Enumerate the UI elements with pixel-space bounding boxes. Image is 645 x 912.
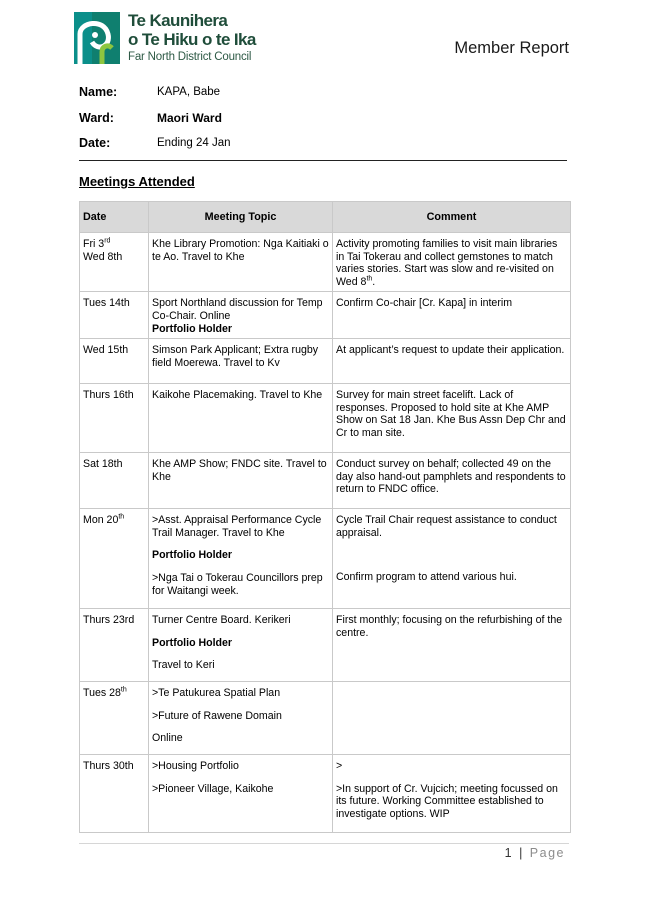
page-label: Page	[529, 846, 565, 860]
topic-cell-paragraph: Portfolio Holder	[152, 322, 233, 335]
table-row	[80, 755, 571, 833]
comment-cell-paragraph: >	[336, 760, 343, 773]
topic-cell	[149, 682, 333, 755]
date-value: Ending 24 Jan	[157, 137, 231, 149]
table-row	[80, 339, 571, 384]
date-line: Sat 18th	[83, 458, 123, 471]
date-cell	[80, 755, 149, 833]
topic-cell-paragraph: >Te Patukurea Spatial Plan	[152, 687, 281, 700]
comment-cell	[333, 509, 571, 609]
comment-cell	[333, 384, 571, 453]
name-label: Name:	[79, 85, 118, 99]
comment-cell-paragraph: Confirm program to attend various hui.	[336, 571, 517, 584]
date-line: Tues 14th	[83, 297, 130, 310]
comment-cell	[333, 453, 571, 509]
date-cell	[80, 339, 149, 384]
date-cell	[80, 509, 149, 609]
date-line: Wed 8th	[83, 250, 123, 263]
topic-cell	[149, 339, 333, 384]
topic-cell-paragraph: Khe AMP Show; FNDC site. Travel to Khe	[152, 458, 327, 483]
comment-cell	[333, 233, 571, 292]
date-cell	[80, 682, 149, 755]
topic-cell-paragraph: Kaikohe Placemaking. Travel to Khe	[152, 389, 323, 402]
comment-cell-paragraph: Cycle Trail Chair request assistance to conduct appraisal.	[336, 514, 557, 539]
date-cell	[80, 384, 149, 453]
header-date: Date	[80, 202, 149, 233]
date-line: Fri 3rd	[83, 237, 111, 250]
table-row	[80, 292, 571, 339]
comment-cell-paragraph: First monthly; focusing on the refurbishing of the centre.	[336, 614, 563, 639]
date-line: Mon 20th	[83, 513, 125, 527]
logo-text-line-1: Te Kaunihera	[128, 11, 228, 30]
date-line: Thurs 23rd	[83, 614, 135, 627]
date-line: Thurs 16th	[83, 389, 134, 402]
date-label: Date:	[79, 136, 111, 150]
topic-cell-paragraph: >Pioneer Village, Kaikohe	[152, 782, 274, 795]
meetings-table	[79, 201, 571, 833]
council-logo-mark	[74, 12, 120, 64]
table-row	[80, 682, 571, 755]
topic-cell	[149, 509, 333, 609]
date-cell	[80, 233, 149, 292]
comment-cell	[333, 339, 571, 384]
topic-cell-paragraph: Simson Park Applicant; Extra rugby field Moerewa. Travel to Kv	[152, 344, 319, 369]
header-meeting-topic: Meeting Topic	[149, 202, 333, 233]
topic-cell	[149, 292, 333, 339]
topic-cell-paragraph: >Housing Portfolio	[152, 760, 239, 773]
comment-cell	[333, 609, 571, 682]
comment-cell-paragraph: At applicant’s request to update their application.	[336, 344, 565, 357]
topic-cell-paragraph: >Future of Rawene Domain	[152, 709, 282, 722]
topic-cell-paragraph: Khe Library Promotion: Nga Kaitiaki o te Ao. Travel to Khe	[152, 238, 329, 263]
header-divider	[79, 160, 567, 161]
table-row	[80, 233, 571, 292]
topic-cell	[149, 384, 333, 453]
header-comment: Comment	[333, 202, 571, 233]
ward-value: Maori Ward	[157, 111, 222, 125]
topic-cell-paragraph: Online	[152, 732, 183, 745]
comment-cell-paragraph: Activity promoting families to visit main libraries in Tai Tokerau and collect gemstones to match varies stories. Start was slow and re-visited on Wed 8th.	[336, 238, 558, 288]
comment-cell	[333, 682, 571, 755]
comment-cell-paragraph: >In support of Cr. Vujcich; meeting focussed on its future. Working Committee established to investigate options. WIP	[336, 782, 558, 820]
date-line: Thurs 30th	[83, 760, 134, 773]
ward-label: Ward:	[79, 111, 114, 125]
table-row	[80, 384, 571, 453]
comment-cell	[333, 292, 571, 339]
topic-cell-paragraph: Turner Centre Board. Kerikeri	[152, 614, 291, 627]
page-footer	[505, 846, 565, 860]
footer-divider	[79, 843, 569, 844]
topic-cell-paragraph: Portfolio Holder	[152, 636, 233, 649]
comment-cell-paragraph: Confirm Co-chair [Cr. Kapa] in interim	[336, 297, 513, 310]
table-header-row	[80, 202, 571, 233]
comment-cell-paragraph: Survey for main street facelift. Lack of responses. Proposed to hold site at Khe AMP Show on Sat 18 Jan. Khe Bus Assn Dep Chr and Cr to man site.	[336, 389, 566, 439]
comment-cell-paragraph: Conduct survey on behalf; collected 49 on the day also hand-out pamphlets and respondents to return to FNDC office.	[336, 458, 566, 496]
topic-cell-paragraph: Travel to Keri	[152, 659, 215, 672]
topic-cell-paragraph: Portfolio Holder	[152, 549, 233, 562]
topic-cell	[149, 453, 333, 509]
section-heading: Meetings Attended	[79, 174, 195, 189]
table-row	[80, 509, 571, 609]
page-number: 1	[504, 846, 512, 860]
topic-cell	[149, 609, 333, 682]
topic-cell-paragraph: >Nga Tai o Tokerau Councillors prep for Waitangi week.	[152, 571, 323, 597]
date-cell	[80, 453, 149, 509]
topic-cell-paragraph: >Asst. Appraisal Performance Cycle Trail Manager. Travel to Khe	[152, 514, 322, 539]
logo-text-line-2: o Te Hiku o te Ika	[128, 30, 256, 49]
topic-cell-paragraph: Sport Northland discussion for Temp Co-Chair. Online	[152, 297, 323, 322]
date-line: Tues 28th	[83, 686, 127, 700]
topic-cell	[149, 755, 333, 833]
table-row	[80, 453, 571, 509]
topic-cell	[149, 233, 333, 292]
comment-cell	[333, 755, 571, 833]
logo-text-line-3: Far North District Council	[128, 51, 252, 63]
date-cell	[80, 609, 149, 682]
document-title: Member Report	[454, 39, 569, 57]
date-line: Wed 15th	[83, 344, 129, 357]
name-value: KAPA, Babe	[157, 86, 221, 98]
date-cell	[80, 292, 149, 339]
footer-separator: |	[519, 846, 523, 860]
table-row	[80, 609, 571, 682]
